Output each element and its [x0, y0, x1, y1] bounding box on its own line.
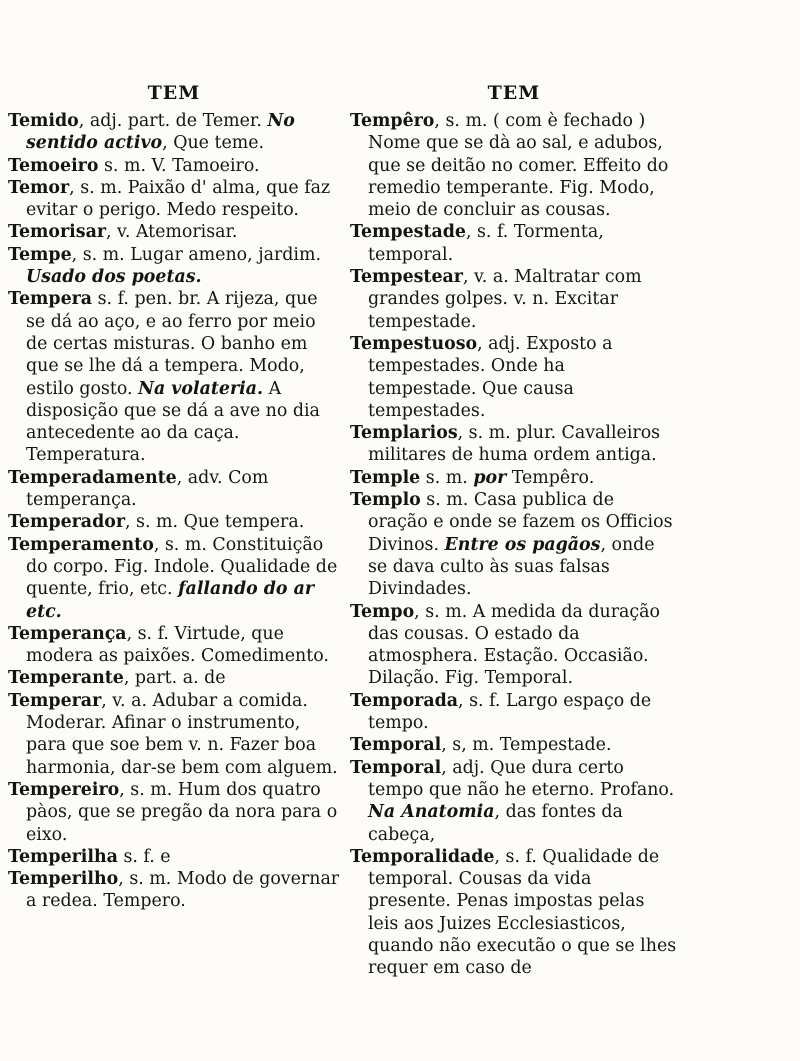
definition-text: s. m.: [420, 467, 474, 488]
definition-text: , s. f. Largo espaço de tempo.: [368, 690, 652, 734]
headword: Temperilho: [8, 869, 119, 890]
definition-text: , v. a. Adubar a comida. Moderar. Afinar o instrumento, para que soe bem v. n. Fazer boa harmonia, dar-se bem com alguem.: [26, 690, 338, 778]
definition-text: , s. f. Qualidade de temporal. Cousas da vida presente. Penas impostas pelas leis aos Juizes Ecclesiasticos, quando não executão o que se lhes requer em caso de: [368, 846, 677, 979]
definition-text: , das fontes da cabeça,: [368, 802, 623, 845]
dictionary-entry: [8, 534, 340, 623]
headword: Tempestuoso: [350, 333, 478, 354]
headword: Temporal: [350, 735, 442, 756]
dictionary-entry: [8, 511, 340, 533]
headword: Temperança: [8, 623, 127, 644]
headword: Temporalidade: [350, 846, 495, 867]
definition-italic: No sentido activo: [26, 111, 295, 154]
definition-text: s. f. e: [117, 846, 171, 867]
dictionary-entry: [350, 266, 678, 333]
dictionary-entry: [8, 690, 340, 779]
dictionary-entry: [350, 757, 678, 846]
headword: Temorisar: [8, 222, 106, 243]
definition-text: , s. m. A medida da duração das cousas. O estado da atmosphera. Estação. Occasião. Dilação. Fig. Temporal.: [368, 601, 660, 689]
dictionary-entry: [8, 868, 340, 913]
definition-text: , Que teme.: [162, 133, 265, 154]
definition-italic: Na Anatomia: [368, 802, 495, 823]
headword: Temido: [8, 111, 79, 131]
definition-text: , s. m. Paixão d' alma, que faz evitar o perigo. Medo respeito.: [26, 177, 331, 221]
definition-text: , s. f. Tormenta, temporal.: [368, 222, 604, 265]
definition-text: , adj. Que dura certo tempo que não he eterno. Profano.: [368, 757, 675, 800]
definition-text: , s. m. Hum dos quatro pàos, que se pregão da nora para o eixo.: [26, 779, 338, 845]
column-heading: TEM: [487, 82, 541, 104]
definition-text: , s. m. Lugar ameno, jardim.: [71, 244, 321, 265]
right-column: [350, 82, 678, 980]
headword: Tempo: [350, 601, 415, 622]
headword: Temperador: [8, 512, 125, 533]
dictionary-entry: [350, 846, 678, 980]
definition-text: , adj. part. de Temer.: [78, 111, 268, 131]
dictionary-entry: [8, 667, 340, 689]
dictionary-entry: [350, 221, 678, 266]
definition-text: , v. a. Maltratar com grandes golpes. v. n. Excitar tempestade.: [368, 267, 642, 332]
definition-text: A disposição que se dá a ave no dia antecedente ao da caça. Temperatura.: [26, 378, 320, 466]
definition-text: , adv. Com temperança.: [26, 467, 269, 511]
definition-text: , s. m. ( com è fechado ) Nome que se dà ao sal, e adubos, que se deitão no comer. Effeito do remedio temperante. Fig. Modo, meio de concluir as cousas.: [368, 111, 669, 221]
definition-text: , s, m. Tempestade.: [441, 735, 612, 756]
headword: Tempe: [8, 244, 72, 265]
dictionary-entry: [8, 155, 340, 177]
headword: Temperar: [8, 690, 102, 711]
definition-text: , onde se dava culto às suas falsas Divindades.: [368, 534, 655, 600]
definition-text: s. m. V. Tamoeiro.: [98, 155, 260, 176]
dictionary-entry: [8, 779, 340, 846]
definition-text: , s. f. Virtude, que modera as paixões. Comedimento.: [26, 623, 329, 667]
headword: Temperamento: [8, 534, 154, 555]
headword: Temor: [8, 177, 70, 198]
dictionary-entry: [350, 467, 678, 489]
dictionary-entry: [350, 110, 678, 221]
dictionary-entry: [350, 422, 678, 467]
definition-italic: por: [473, 467, 507, 488]
definition-text: , part. a. de: [123, 668, 226, 689]
definition-text: s. f. pen. br. A rijeza, que se dá ao aço, e ao ferro por meio de certas misturas. O banho em que se lhe dá a tempera. Modo, estilo gosto.: [26, 289, 318, 399]
definition-text: , s. m. plur. Cavalleiros militares de huma ordem antiga.: [368, 423, 661, 466]
definition-italic: fallando do ar etc.: [26, 579, 315, 622]
dictionary-entry: [8, 221, 340, 243]
dictionary-entry: [8, 110, 340, 155]
headword: Temoeiro: [8, 155, 99, 176]
definition-text: , s. m. Constituição do corpo. Fig. Indole. Qualidade de quente, frio, etc.: [26, 534, 338, 600]
definition-text: s. m. Casa publica de oração e onde se fazem os Officios Divinos.: [368, 490, 673, 555]
headword: Tempestear: [350, 267, 463, 288]
dictionary-entry: [8, 244, 340, 289]
entry-list: [350, 110, 678, 980]
headword: Temporal: [350, 757, 442, 778]
headword: Temperadamente: [8, 467, 177, 488]
dictionary-entry: [8, 288, 340, 466]
dictionary-entry: [350, 489, 678, 600]
headword: Tempera: [8, 289, 93, 310]
definition-italic: Entre os pagãos: [444, 534, 601, 555]
headword: Temple: [350, 467, 421, 488]
dictionary-entry: [350, 690, 678, 735]
definition-italic: Usado dos poetas.: [26, 267, 202, 288]
column-heading: TEM: [147, 82, 201, 104]
left-column: [8, 82, 340, 913]
headword: Tempêro: [350, 111, 435, 131]
definition-text: , s. m. Modo de governar a redea. Tempero.: [26, 869, 340, 912]
headword: Temperante: [8, 668, 124, 689]
dictionary-entry: [8, 467, 340, 512]
entry-list: [8, 110, 340, 913]
dictionary-entry: [350, 734, 678, 756]
dictionary-entry: [8, 846, 340, 868]
definition-text: , s. m. Que tempera.: [125, 512, 305, 533]
definition-text: , adj. Exposto a tempestades. Onde ha tempestade. Que causa tempestades.: [368, 333, 613, 421]
definition-text: Tempêro.: [506, 467, 595, 488]
dictionary-entry: [8, 623, 340, 668]
definition-italic: Na volateria.: [138, 378, 264, 399]
dictionary-entry: [8, 177, 340, 222]
dictionary-entry: [350, 601, 678, 690]
headword: Tempereiro: [8, 779, 120, 800]
headword: Tempestade: [350, 222, 466, 243]
headword: Temperilha: [8, 846, 118, 867]
headword: Temporada: [350, 690, 459, 711]
definition-text: , v. Atemorisar.: [106, 222, 238, 243]
headword: Templo: [350, 490, 421, 511]
headword: Templarios: [350, 423, 458, 444]
dictionary-entry: [350, 333, 678, 422]
